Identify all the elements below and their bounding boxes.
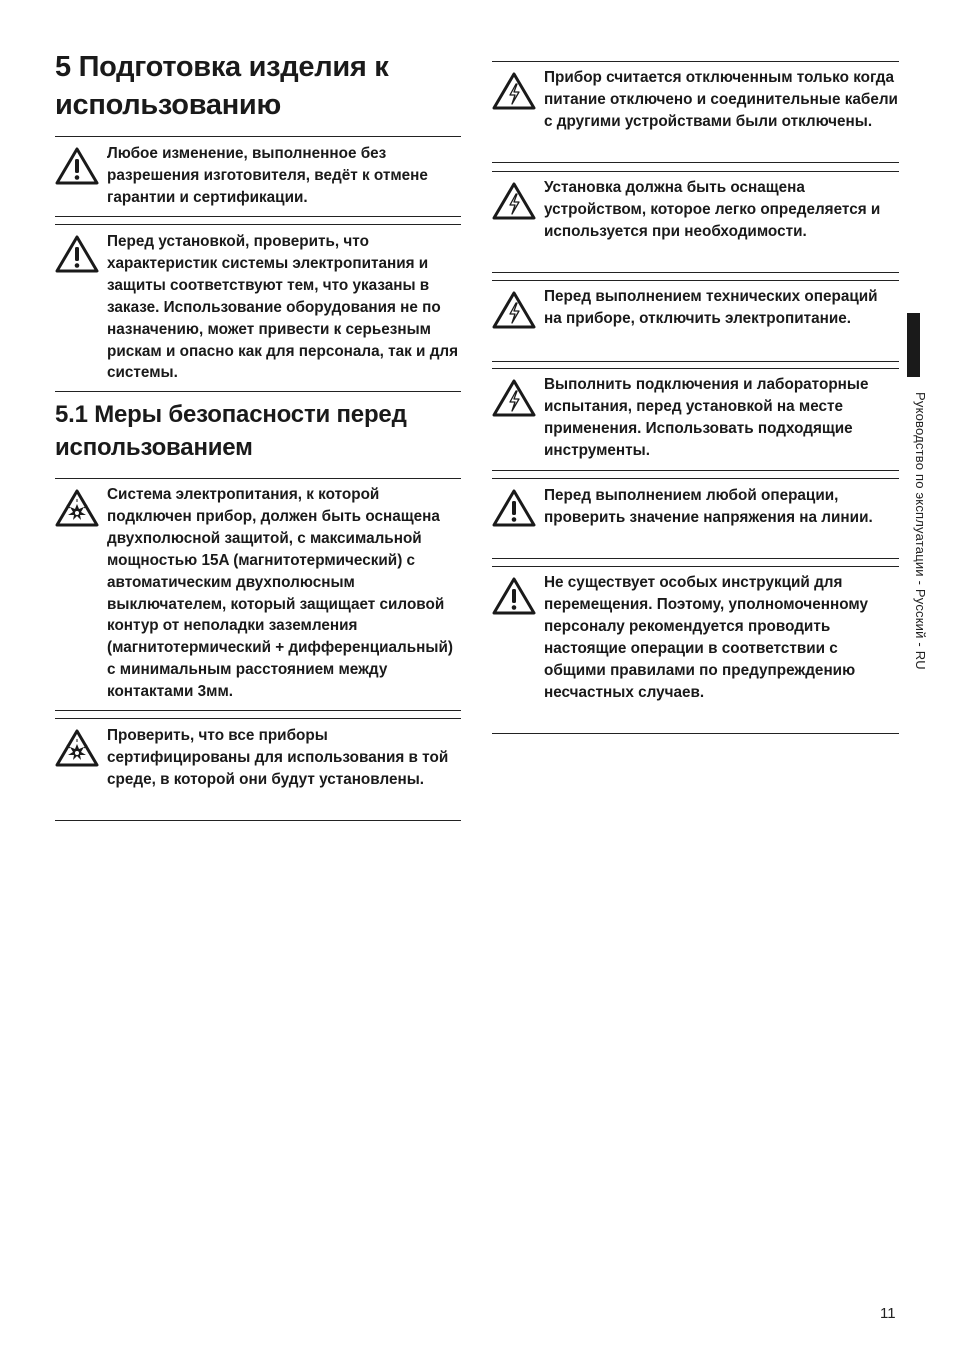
- warning-box: [55, 224, 461, 392]
- side-label: Руководство по эксплуатации - Русский - RU: [913, 392, 928, 670]
- warning-box: [492, 368, 899, 471]
- warning-text: Перед выполнением технических операций на приборе, отключить электропитание.: [544, 288, 878, 327]
- electric-hazard-icon: [492, 181, 536, 221]
- warning-text: Перед выполнением любой операции, проверить значение напряжения на линии.: [544, 487, 873, 526]
- warning-triangle-icon: [55, 146, 99, 186]
- page-title: 5 Подготовка изделия к использованию: [55, 51, 389, 121]
- warning-box: [492, 171, 899, 273]
- explosion-hazard-icon: [55, 488, 99, 528]
- page-number: 11: [880, 1305, 896, 1322]
- warning-text: Перед установкой, проверить, что характеристик системы электропитания и защиты соответствуют тем, что указаны в заказе. Использование оборудования не по назначению, может привести к серьезным рискам и опасно как для персонала, так и для системы.: [107, 233, 459, 382]
- warning-box: [492, 478, 899, 559]
- warning-box: [55, 136, 461, 217]
- side-tab-marker: [907, 313, 920, 377]
- warning-box: [55, 710, 461, 711]
- warning-box: [55, 718, 461, 821]
- warning-text: Не существует особых инструкций для перемещения. Поэтому, уполномоченному персоналу рекомендуется проводить настоящие операции в соответствии с общими правилами по предупреждению несчастных случаев.: [544, 574, 869, 701]
- warning-text: Установка должна быть оснащена устройством, которое легко определяется и используется при необходимости.: [544, 179, 881, 240]
- warning-text: Проверить, что все приборы сертифицированы для использования в той среде, в которой они будут установлены.: [107, 727, 449, 788]
- warning-triangle-icon: [55, 234, 99, 274]
- explosion-hazard-icon: [55, 728, 99, 768]
- electric-hazard-icon: [492, 71, 536, 111]
- warning-box: [55, 478, 461, 711]
- warning-text: Выполнить подключения и лабораторные испытания, перед установкой на месте применения. Использовать подходящие инструменты.: [544, 376, 869, 459]
- warning-text: Прибор считается отключенным только когда питание отключено и соединительные кабели с другими устройствами были отключены.: [544, 69, 898, 130]
- section-heading: 5.1 Меры безопасности перед использованием: [55, 401, 407, 461]
- warning-box: [492, 61, 899, 163]
- warning-text: Любое изменение, выполненное без разрешения изготовителя, ведёт к отмене гарантии и сертификации.: [107, 145, 428, 206]
- warning-box: [492, 566, 899, 734]
- electric-hazard-icon: [492, 378, 536, 418]
- warning-text: Система электропитания, к которой подключен прибор, должен быть оснащена двухполюсной защитой, с максимальной мощностью 15A (магнитотермический) с автоматическим двухполюсным выключателем, который защищает силовой контур от неполадки заземления (магнитотермический + дифференциальный) с минимальным расстоянием между контактами 3мм.: [107, 486, 453, 701]
- warning-triangle-icon: [492, 488, 536, 528]
- left-column: [55, 0, 461, 1354]
- right-column: [492, 0, 899, 1354]
- warning-triangle-icon: [492, 576, 536, 616]
- electric-hazard-icon: [492, 290, 536, 330]
- warning-box: [492, 280, 899, 362]
